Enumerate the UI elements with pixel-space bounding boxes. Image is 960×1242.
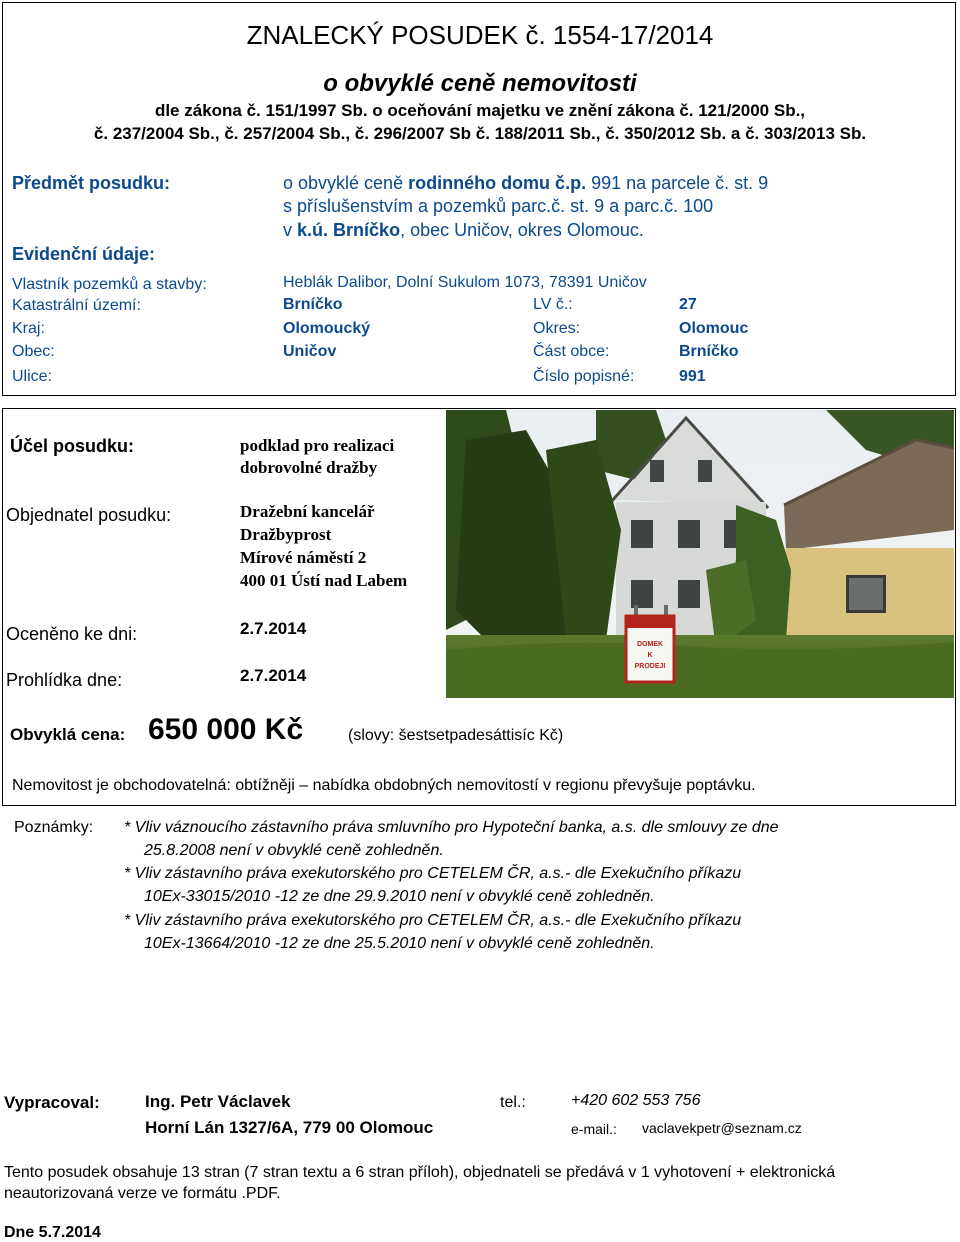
footer-date: Dne 5.7.2014 bbox=[4, 1224, 101, 1241]
part-label: Část obce: bbox=[533, 343, 610, 360]
municipality-value: Uničov bbox=[283, 343, 337, 360]
house-number-label: Číslo popisné: bbox=[533, 368, 635, 385]
house-number-value: 991 bbox=[679, 368, 706, 385]
records-label: Evidenční údaje: bbox=[12, 244, 156, 264]
note-1-line-a: * Vliv váznoucího zástavního práva smluvního pro Hypoteční banka, a.s. dle smlouvy ze dne bbox=[124, 819, 779, 836]
valued-label: Oceněno ke dni: bbox=[6, 624, 138, 644]
cadastre-value: Brníčko bbox=[283, 296, 343, 313]
house-photo bbox=[446, 410, 954, 698]
owner-label: Vlastník pozemků a stavby: bbox=[12, 276, 207, 293]
note-3-line-a: * Vliv zástavního práva exekutorského pro CETELEM ČR, a.s.- dle Exekučního příkazu bbox=[124, 912, 742, 929]
part-value: Brníčko bbox=[679, 343, 739, 360]
subject-line-3: v k.ú. Brníčko, obec Uničov, okres Olomouc. bbox=[283, 220, 644, 240]
municipality-label: Obec: bbox=[12, 343, 55, 360]
price-label: Obvyklá cena: bbox=[10, 725, 126, 744]
email-label: e-mail.: bbox=[571, 1121, 617, 1137]
marketability-text: Nemovitost je obchodovatelná: obtížněji – nabídka obdobných nemovitostí v regionu převyšuje poptávku. bbox=[12, 777, 756, 794]
document-title: ZNALECKÝ POSUDEK č. 1554-17/2014 bbox=[246, 20, 714, 50]
client-line-2: Dražbyprost bbox=[240, 525, 332, 544]
purpose-line-1: podklad pro realizaci bbox=[240, 436, 395, 455]
author-address: Horní Lán 1327/6A, 779 00 Olomouc bbox=[145, 1118, 434, 1137]
sign-line-2: K bbox=[647, 652, 653, 659]
note-2-line-b: 10Ex-33015/2010 -12 ze dne 29.9.2010 není v obvyklé ceně zohledněn. bbox=[144, 888, 655, 905]
subject-line-2: s příslušenstvím a pozemků parc.č. st. 9 a parc.č. 100 bbox=[283, 196, 714, 216]
purpose-line-2: dobrovolné dražby bbox=[240, 458, 378, 477]
owner-value: Heblák Dalibor, Dolní Sukulom 1073, 78391 Uničov bbox=[283, 274, 647, 291]
note-1-line-b: 25.8.2008 není v obvyklé ceně zohledněn. bbox=[144, 842, 444, 859]
document-subtitle: o obvyklé ceně nemovitosti bbox=[323, 70, 637, 97]
note-2-line-a: * Vliv zástavního práva exekutorského pro CETELEM ČR, a.s.- dle Exekučního příkazu bbox=[124, 865, 742, 882]
note-3-line-b: 10Ex-13664/2010 -12 ze dne 25.5.2010 není v obvyklé ceně zohledněn. bbox=[144, 935, 655, 952]
valued-value: 2.7.2014 bbox=[240, 619, 307, 638]
client-label: Objednatel posudku: bbox=[6, 505, 172, 525]
client-line-4: 400 01 Ústí nad Labem bbox=[240, 571, 408, 590]
tel-value: +420 602 553 756 bbox=[571, 1092, 701, 1109]
price-words: (slovy: šestsetpadesáttisíc Kč) bbox=[348, 727, 564, 744]
client-line-1: Dražební kancelář bbox=[240, 502, 375, 521]
district-label: Okres: bbox=[533, 320, 581, 337]
district-value: Olomouc bbox=[679, 320, 749, 337]
subject-line-1: o obvyklé ceně rodinného domu č.p. 991 na parcele č. st. 9 bbox=[283, 173, 769, 193]
law-line-1: dle zákona č. 151/1997 Sb. o oceňování majetku ve znění zákona č. 121/2000 Sb., bbox=[154, 101, 806, 120]
law-line-2: č. 237/2004 Sb., č. 257/2004 Sb., č. 296/2007 Sb č. 188/2011 Sb., č. 350/2012 Sb. a č. 303/2013 Sb. bbox=[93, 124, 867, 143]
sign-line-3: PRODEJI bbox=[634, 663, 666, 670]
notes-label: Poznámky: bbox=[14, 819, 94, 836]
cadastre-label: Katastrální území: bbox=[12, 297, 141, 314]
footer-text-line-2: neautorizovaná verze ve formátu .PDF. bbox=[4, 1185, 281, 1202]
footer-text-line-1: Tento posudek obsahuje 13 stran (7 stran textu a 6 stran příloh), objednateli se předává v 1 vyhotovení + elektronická bbox=[4, 1164, 836, 1181]
lv-label: LV č.: bbox=[533, 296, 573, 313]
inspection-value: 2.7.2014 bbox=[240, 666, 307, 685]
inspection-label: Prohlídka dne: bbox=[6, 670, 123, 690]
author-name: Ing. Petr Václavek bbox=[145, 1092, 291, 1111]
purpose-label: Účel posudku: bbox=[10, 436, 135, 456]
price-value: 650 000 Kč bbox=[148, 713, 304, 746]
sign-line-1: DOMEK bbox=[636, 641, 664, 648]
street-label: Ulice: bbox=[12, 368, 53, 385]
tel-label: tel.: bbox=[500, 1094, 526, 1111]
region-label: Kraj: bbox=[12, 320, 45, 337]
client-line-3: Mírové náměstí 2 bbox=[240, 548, 367, 567]
subject-label: Předmět posudku: bbox=[12, 173, 171, 193]
region-value: Olomoucký bbox=[283, 320, 371, 337]
lv-value: 27 bbox=[679, 296, 697, 313]
email-value[interactable]: vaclavekpetr@seznam.cz bbox=[642, 1120, 802, 1136]
author-label: Vypracoval: bbox=[4, 1093, 100, 1112]
